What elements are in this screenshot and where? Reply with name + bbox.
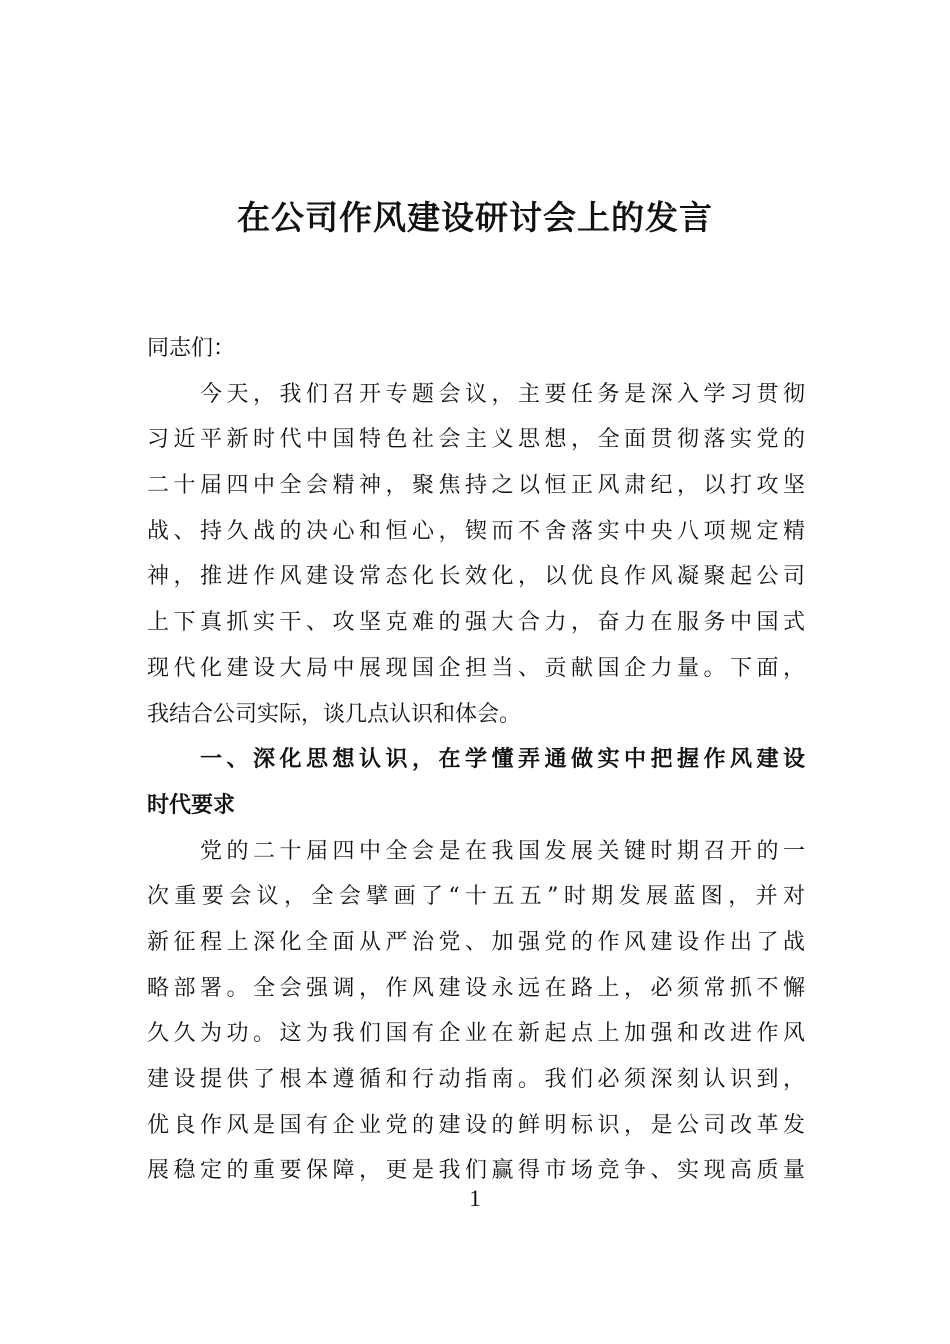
paragraph-intro — [147, 372, 805, 738]
paragraph-section-1 — [147, 829, 805, 1195]
text-line: 现代化建设大局中展现国企担当、贡献国企力量。下面， — [147, 655, 805, 681]
heading-line: 时代要求 — [147, 792, 236, 818]
heading-line: 一、深化思想认识，在学懂弄通做实中把握作风建设 — [147, 747, 805, 773]
text-line: 略部署。全会强调，作风建设永远在路上，必须常抓不懈 — [147, 975, 805, 1001]
text-line: 次重要会议，全会擘画了“十五五”时期发展蓝图，并对 — [147, 884, 805, 910]
document-title: 在公司作风建设研讨会上的发言 — [237, 198, 713, 237]
text-line: 二十届四中全会精神，聚焦持之以恒正风肃纪，以打攻坚 — [147, 473, 805, 499]
text-line: 战、持久战的决心和恒心，锲而不舍落实中央八项规定精 — [147, 518, 805, 544]
text-line: 展稳定的重要保障，更是我们赢得市场竞争、实现高质量 — [147, 1158, 805, 1184]
document-body — [147, 326, 805, 1194]
text-line: 建设提供了根本遵循和行动指南。我们必须深刻认识到， — [147, 1067, 805, 1092]
text-line: 上下真抓实干、攻坚克难的强大合力，奋力在服务中国式 — [147, 610, 805, 636]
text-line: 今天，我们召开专题会议，主要任务是深入学习贯彻 — [147, 381, 805, 407]
text-line: 优良作风是国有企业党的建设的鲜明标识，是公司改革发 — [147, 1112, 805, 1138]
text-line: 神，推进作风建设常态化长效化，以优良作风凝聚起公司 — [147, 564, 805, 590]
salutation: 同志们： — [147, 336, 236, 361]
page-number: 1 — [469, 1186, 481, 1211]
text-line: 新征程上深化全面从严治党、加强党的作风建设作出了战 — [147, 929, 805, 955]
text-line: 久久为功。这为我们国有企业在新起点上加强和改进作风 — [147, 1021, 805, 1047]
text-line: 党的二十届四中全会是在我国发展关键时期召开的一 — [147, 838, 805, 864]
section-heading-1 — [147, 737, 805, 828]
text-line: 我结合公司实际，谈几点认识和体会。 — [147, 701, 522, 727]
text-line: 习近平新时代中国特色社会主义思想，全面贯彻落实党的 — [147, 427, 805, 453]
